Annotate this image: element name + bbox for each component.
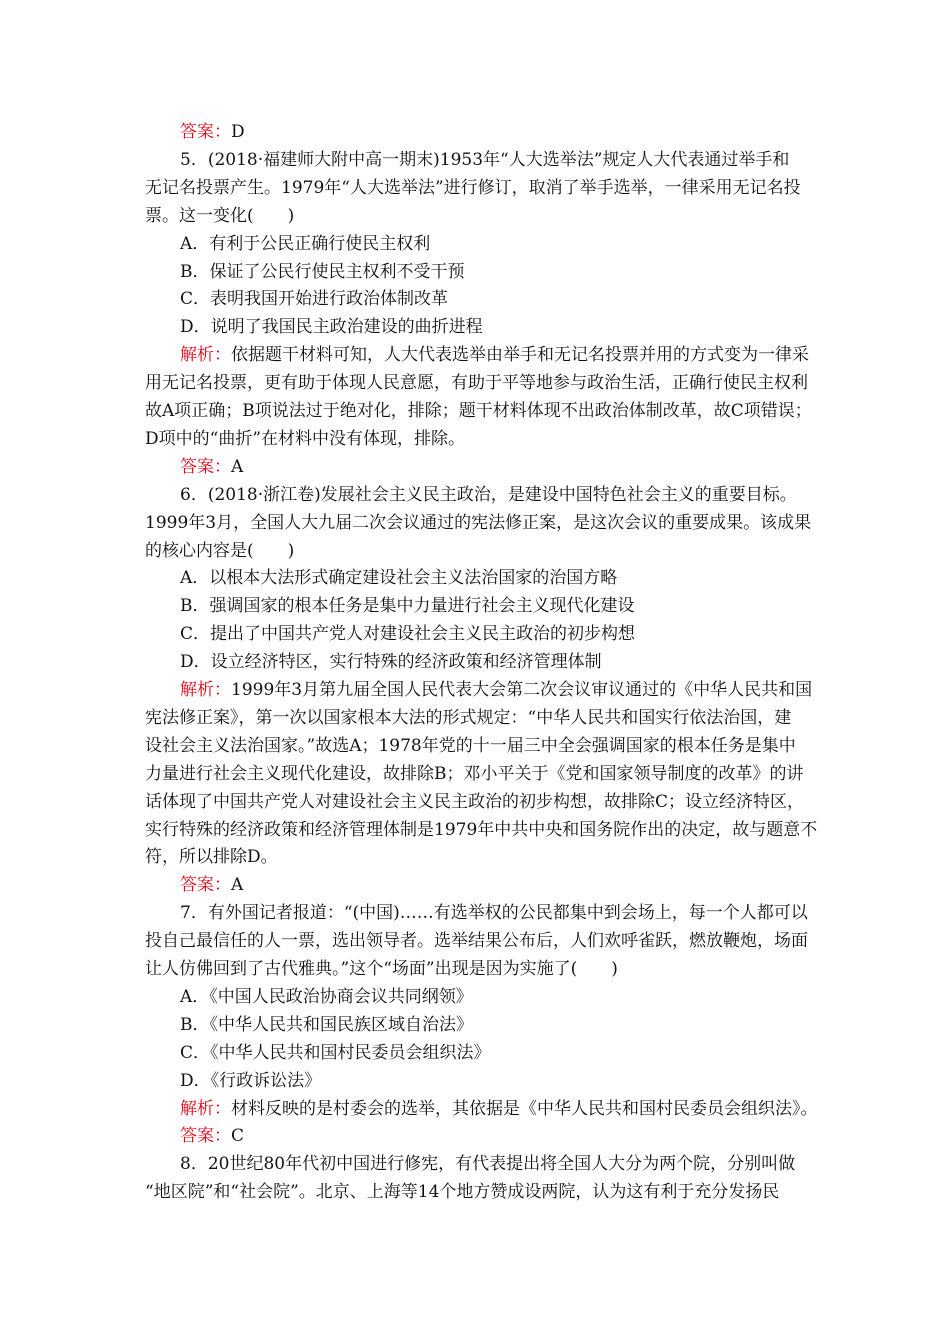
analysis-line	[145, 843, 805, 871]
question-stem-first	[180, 146, 805, 174]
analysis-text: 材料反映的是村委会的选举，其依据是《中华人民共和国村民委员会组织法》。	[231, 1098, 818, 1119]
analysis-text: D项中的“曲折”在材料中没有体现，排除。	[145, 428, 466, 449]
option-text: A．有利于公民正确行使民主权利	[180, 233, 431, 254]
analysis-text: 1999年3月第九届全国人民代表大会第二次会议审议通过的《中华人民共和国	[231, 680, 813, 700]
answer-label: 答案：	[180, 456, 231, 477]
question-stem-line	[145, 174, 805, 202]
option-item	[180, 983, 805, 1011]
analysis-label: 解析：	[180, 345, 231, 366]
answer-line	[180, 1122, 805, 1150]
question-text: 8．20世纪80年代初中国进行修宪，有代表提出将全国人大分为两个院，分别叫做	[180, 1154, 796, 1175]
question-stem-line	[145, 955, 805, 983]
question-stem-line	[145, 202, 805, 230]
analysis-line	[145, 425, 805, 453]
option-text: D．设立经济特区，实行特殊的经济政策和经济管理体制	[180, 652, 602, 673]
analysis-text: 用无记名投票，更有助于体现人民意愿，有助于平等地参与政治生活，正确行使民主权利	[145, 373, 808, 394]
question-stem-first	[180, 899, 808, 927]
question-text: 票。这一变化( )	[145, 205, 295, 226]
analysis-first-line	[180, 676, 813, 704]
analysis-text: 依据题干材料可知，人大代表选举由举手和无记名投票并用的方式变为一律采	[231, 345, 809, 366]
analysis-line	[145, 369, 808, 397]
analysis-text: 故A项正确；B项说法过于绝对化，排除；题干材料体现不出政治体制改革，故C项错误；	[145, 401, 812, 421]
question-text: 投自己最信任的人一票，选出领导者。选举结果公布后，人们欢呼雀跃，燃放鞭炮，场面	[145, 931, 808, 952]
question-stem-line	[145, 927, 808, 955]
option-item	[180, 1039, 805, 1067]
analysis-line	[145, 732, 805, 760]
analysis-label: 解析：	[180, 1098, 231, 1119]
question-stem-first	[180, 481, 805, 509]
option-text: B．保证了公民行使民主权利不受干预	[180, 261, 465, 282]
question-text: 7．有外国记者报道：“(中国)……有选举权的公民都集中到会场上，每一个人都可以	[180, 903, 808, 924]
analysis-label: 解析：	[180, 680, 231, 700]
option-item	[180, 1011, 805, 1039]
option-item	[180, 313, 805, 341]
question-text: 1999年3月，全国人大九届二次会议通过的宪法修正案，是这次会议的重要成果。该成果	[145, 512, 812, 533]
option-text: C．表明我国开始进行政治体制改革	[180, 289, 449, 310]
option-item	[180, 620, 805, 648]
question-text: “地区院”和“社会院”。北京、上海等14个地方赞成设两院，认为这有利于充分发扬民	[145, 1182, 780, 1203]
question-text: 的核心内容是( )	[145, 540, 295, 561]
option-text: C．《中华人民共和国村民委员会组织法》	[180, 1042, 491, 1063]
answer-line	[180, 871, 805, 899]
option-text: B．强调国家的根本任务是集中力量进行社会主义现代化建设	[180, 596, 635, 617]
option-text: D．《行政诉讼法》	[180, 1070, 322, 1091]
question-stem-first	[180, 1150, 805, 1178]
answer-value: A	[231, 875, 244, 896]
analysis-first-line	[180, 1095, 818, 1123]
question-stem-line	[145, 537, 805, 565]
analysis-text: 力量进行社会主义现代化建设，故排除B；邓小平关于《党和国家领导制度的改革》的讲	[145, 763, 804, 784]
option-item	[180, 564, 805, 592]
answer-value: A	[231, 456, 244, 477]
answer-label: 答案：	[180, 1126, 231, 1147]
analysis-text: 设社会主义法治国家。”故选A；1978年党的十一届三中全会强调国家的根本任务是集中	[145, 735, 796, 756]
answer-line	[180, 118, 805, 146]
answer-value: D	[231, 122, 245, 142]
option-item	[180, 285, 805, 313]
analysis-text: 实行特殊的经济政策和经济管理体制是1979年中共中央和国务院作出的决定，故与题意不	[145, 819, 818, 840]
option-text: B．《中华人民共和国民族区域自治法》	[180, 1014, 473, 1035]
option-text: A．《中国人民政治协商会议共同纲领》	[180, 986, 473, 1007]
question-text: 6．(2018·浙江卷)发展社会主义民主政治，是建设中国特色社会主义的重要目标。	[180, 484, 797, 505]
answer-label: 答案：	[180, 122, 231, 142]
analysis-text: 话体现了中国共产党人对建设社会主义民主政治的初步构想，故排除C；设立经济特区，	[145, 791, 805, 812]
option-item	[180, 258, 805, 286]
question-stem-line	[145, 1178, 805, 1206]
answer-value: C	[231, 1126, 245, 1147]
option-item	[180, 648, 805, 676]
option-item	[180, 230, 805, 258]
option-text: C．提出了中国共产党人对建设社会主义民主政治的初步构想	[180, 624, 636, 645]
option-item	[180, 592, 805, 620]
option-text: D．说明了我国民主政治建设的曲折进程	[180, 317, 483, 338]
question-stem-line	[145, 509, 812, 537]
answer-label: 答案：	[180, 875, 231, 896]
question-text: 无记名投票产生。1979年“人大选举法”进行修订，取消了举手选举，一律采用无记名投	[145, 177, 801, 198]
analysis-line	[145, 397, 812, 425]
analysis-first-line	[180, 341, 809, 369]
option-item	[180, 1067, 805, 1095]
analysis-text: 宪法修正案》，第一次以国家根本大法的形式规定：“中华人民共和国实行依法治国，建	[145, 707, 792, 728]
analysis-line	[145, 788, 805, 816]
analysis-line	[145, 816, 818, 844]
analysis-line	[145, 704, 805, 732]
option-text: A．以根本大法形式确定建设社会主义法治国家的治国方略	[180, 568, 618, 589]
analysis-line	[145, 760, 805, 788]
question-text: 5．(2018·福建师大附中高一期末)1953年“人大选举法”规定人大代表通过举手和	[180, 149, 790, 170]
answer-line	[180, 453, 805, 481]
question-text: 让人仿佛回到了古代雅典。”这个“场面”出现是因为实施了( )	[145, 959, 618, 979]
analysis-text: 符，所以排除D。	[145, 847, 278, 868]
